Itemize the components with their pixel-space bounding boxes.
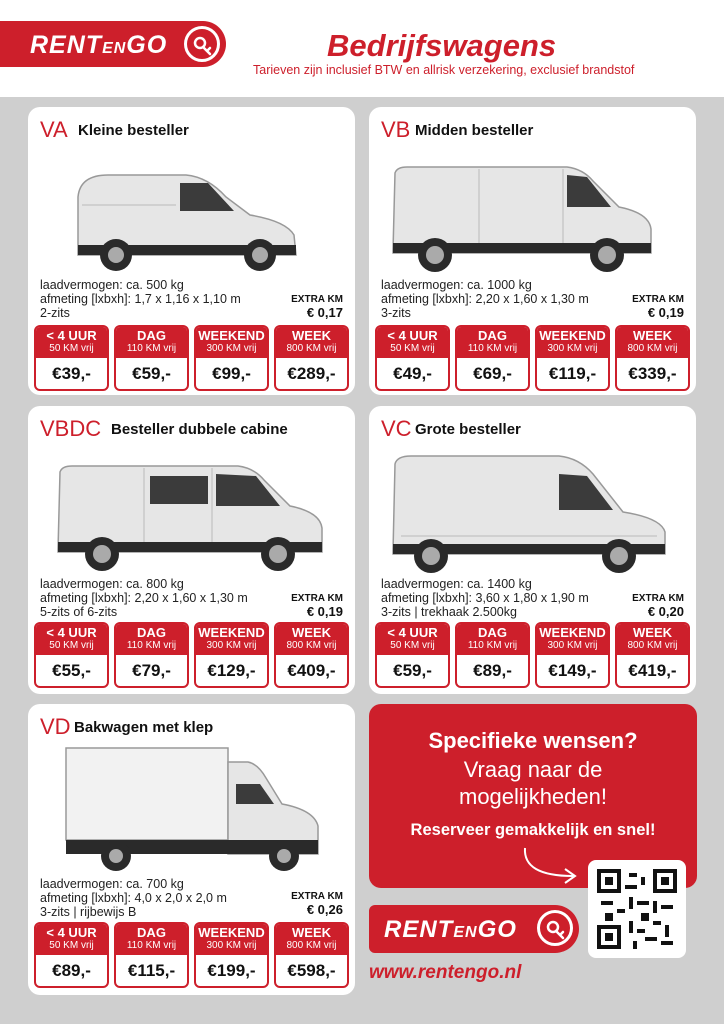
price-weekend[interactable] xyxy=(194,325,269,391)
price-4uur[interactable] xyxy=(34,325,109,391)
price-value: €69,- xyxy=(473,364,512,383)
extra-km-label: EXTRA KM xyxy=(291,593,343,604)
price-value: €289,- xyxy=(287,364,336,383)
vehicle-specs xyxy=(381,278,589,320)
price-head: DAG xyxy=(478,625,507,640)
extra-km xyxy=(632,593,684,619)
price-value: €419,- xyxy=(628,661,677,680)
price-head: WEEK xyxy=(633,625,672,640)
price-value: €129,- xyxy=(207,661,256,680)
price-head: < 4 UUR xyxy=(387,328,438,343)
price-week[interactable] xyxy=(615,325,690,391)
vehicle-card-vd xyxy=(28,704,355,995)
price-dag[interactable] xyxy=(455,325,530,391)
price-value: €598,- xyxy=(287,961,336,980)
price-head: DAG xyxy=(137,625,166,640)
price-table xyxy=(34,325,349,391)
price-value: €149,- xyxy=(548,661,597,680)
price-week[interactable] xyxy=(274,325,349,391)
promo-body xyxy=(369,756,697,810)
price-table xyxy=(34,922,349,988)
key-icon xyxy=(184,26,220,62)
extra-km-price: € 0,19 xyxy=(647,305,684,320)
price-head: WEEK xyxy=(633,328,672,343)
extra-km xyxy=(291,294,343,320)
spec-seats: 3-zits | rijbewijs B xyxy=(40,905,137,919)
price-weekend[interactable] xyxy=(194,622,269,688)
vehicle-specs xyxy=(40,577,248,619)
price-sub: 800 KM vrij xyxy=(627,640,678,651)
price-value: €79,- xyxy=(132,661,171,680)
price-sub: 110 KM vrij xyxy=(126,940,177,951)
vehicle-code: VBDC xyxy=(40,416,102,441)
price-head: WEEKEND xyxy=(198,925,265,940)
brand-logo-text: RENTENGO xyxy=(384,916,517,943)
price-value: €119,- xyxy=(548,364,597,383)
page-header xyxy=(0,0,724,97)
spec-load: laadvermogen: ca. 1000 kg xyxy=(381,278,532,292)
extra-km-price: € 0,17 xyxy=(306,305,343,320)
spec-dimensions: afmeting [lxbxh]: 3,60 x 1,80 x 1,90 m xyxy=(381,591,589,605)
page-title: Bedrijfswagens xyxy=(327,28,557,63)
price-sub: 800 KM vrij xyxy=(286,343,337,354)
spec-dimensions: afmeting [lxbxh]: 2,20 x 1,60 x 1,30 m xyxy=(40,591,248,605)
price-sub: 300 KM vrij xyxy=(547,343,598,354)
price-sub: 800 KM vrij xyxy=(286,940,337,951)
box-truck-image xyxy=(60,744,324,876)
extra-km-price: € 0,26 xyxy=(306,902,343,917)
spec-seats: 2-zits xyxy=(40,306,70,320)
vehicle-name: Midden besteller xyxy=(415,122,534,139)
vehicle-card-vb xyxy=(369,107,696,395)
website-link[interactable]: www.rentengo.nl xyxy=(369,962,522,983)
brand-logo[interactable] xyxy=(0,21,226,67)
price-sub: 110 KM vrij xyxy=(467,640,518,651)
extra-km xyxy=(291,593,343,619)
brand-logo-footer[interactable] xyxy=(369,905,579,953)
spec-dimensions: afmeting [lxbxh]: 1,7 x 1,16 x 1,10 m xyxy=(40,292,241,306)
extra-km xyxy=(632,294,684,320)
double-cab-van-image xyxy=(52,462,328,574)
spec-seats: 3-zits | trekhaak 2.500kg xyxy=(381,605,517,619)
price-head: DAG xyxy=(478,328,507,343)
price-head: DAG xyxy=(137,925,166,940)
price-head: < 4 UUR xyxy=(46,925,97,940)
vehicle-card-va xyxy=(28,107,355,395)
page-subtitle: Tarieven zijn inclusief BTW en allrisk verzekering, exclusief brandstof xyxy=(253,63,635,77)
price-weekend[interactable] xyxy=(194,922,269,988)
price-head: WEEK xyxy=(292,925,331,940)
spec-dimensions: afmeting [lxbxh]: 2,20 x 1,60 x 1,30 m xyxy=(381,292,589,306)
price-sub: 50 KM vrij xyxy=(49,640,94,651)
price-value: €339,- xyxy=(628,364,677,383)
price-value: €89,- xyxy=(52,961,91,980)
price-sub: 300 KM vrij xyxy=(547,640,598,651)
price-value: €409,- xyxy=(287,661,336,680)
price-value: €39,- xyxy=(52,364,91,383)
price-sub: 50 KM vrij xyxy=(390,640,435,651)
price-head: WEEKEND xyxy=(198,625,265,640)
price-head: WEEK xyxy=(292,625,331,640)
price-value: €199,- xyxy=(207,961,256,980)
price-head: WEEKEND xyxy=(198,328,265,343)
extra-km xyxy=(291,891,343,917)
price-value: €115,- xyxy=(127,961,176,980)
vehicle-name: Grote besteller xyxy=(415,421,521,438)
price-head: < 4 UUR xyxy=(46,328,97,343)
price-head: < 4 UUR xyxy=(46,625,97,640)
vehicle-name: Besteller dubbele cabine xyxy=(111,421,288,438)
price-sub: 50 KM vrij xyxy=(49,940,94,951)
price-sub: 110 KM vrij xyxy=(126,640,177,651)
vehicle-specs xyxy=(40,877,227,919)
price-sub: 110 KM vrij xyxy=(126,343,177,354)
vehicle-specs xyxy=(40,278,241,320)
large-van-image xyxy=(387,452,671,576)
price-week[interactable] xyxy=(274,922,349,988)
extra-km-price: € 0,20 xyxy=(647,604,684,619)
vehicle-name: Bakwagen met klep xyxy=(74,719,214,736)
promo-cta: Reserveer gemakkelijk en snel! xyxy=(410,821,656,839)
price-head: WEEKEND xyxy=(539,328,606,343)
price-sub: 50 KM vrij xyxy=(49,343,94,354)
vehicle-specs xyxy=(381,577,589,619)
medium-van-image xyxy=(387,163,657,275)
price-4uur[interactable] xyxy=(375,622,450,688)
vehicle-code: VB xyxy=(381,117,411,142)
extra-km-label: EXTRA KM xyxy=(291,891,343,902)
price-value: €99,- xyxy=(212,364,251,383)
extra-km-price: € 0,19 xyxy=(306,604,343,619)
price-dag[interactable] xyxy=(455,622,530,688)
spec-load: laadvermogen: ca. 800 kg xyxy=(40,577,184,591)
price-week[interactable] xyxy=(274,622,349,688)
price-sub: 50 KM vrij xyxy=(390,343,435,354)
price-head: WEEK xyxy=(292,328,331,343)
price-head: DAG xyxy=(137,328,166,343)
price-value: €49,- xyxy=(393,364,432,383)
price-value: €59,- xyxy=(393,661,432,680)
price-dag[interactable] xyxy=(114,622,189,688)
price-week[interactable] xyxy=(615,622,690,688)
price-4uur[interactable] xyxy=(34,622,109,688)
price-sub: 110 KM vrij xyxy=(467,343,518,354)
key-icon xyxy=(537,910,573,946)
vehicle-code: VA xyxy=(40,117,68,142)
price-dag[interactable] xyxy=(114,325,189,391)
vehicle-code: VD xyxy=(40,714,71,739)
spec-seats: 5-zits of 6-zits xyxy=(40,605,118,619)
small-van-image xyxy=(68,167,308,277)
promo-body-line: mogelijkheden! xyxy=(459,784,607,809)
price-sub: 300 KM vrij xyxy=(206,640,257,651)
vehicle-code: VC xyxy=(381,416,412,441)
vehicle-name: Kleine besteller xyxy=(78,122,189,139)
price-value: €55,- xyxy=(52,661,91,680)
vehicle-card-vc xyxy=(369,406,696,694)
vehicle-card-vbdc xyxy=(28,406,355,694)
price-weekend[interactable] xyxy=(535,622,610,688)
price-value: €59,- xyxy=(132,364,171,383)
promo-body-line: Vraag naar de xyxy=(463,757,603,782)
price-dag[interactable] xyxy=(114,922,189,988)
promo-heading: Specifieke wensen? xyxy=(428,728,638,753)
price-table xyxy=(34,622,349,688)
brand-logo-text: RENTENGO xyxy=(30,31,168,59)
price-table xyxy=(375,622,690,688)
spec-load: laadvermogen: ca. 500 kg xyxy=(40,278,184,292)
price-head: < 4 UUR xyxy=(387,625,438,640)
qr-code[interactable] xyxy=(588,860,686,958)
qr-icon xyxy=(597,869,677,949)
extra-km-label: EXTRA KM xyxy=(291,294,343,305)
price-head: WEEKEND xyxy=(539,625,606,640)
extra-km-label: EXTRA KM xyxy=(632,593,684,604)
price-table xyxy=(375,325,690,391)
price-sub: 300 KM vrij xyxy=(206,343,257,354)
price-sub: 300 KM vrij xyxy=(206,940,257,951)
spec-seats: 3-zits xyxy=(381,306,411,320)
price-sub: 800 KM vrij xyxy=(286,640,337,651)
extra-km-label: EXTRA KM xyxy=(632,294,684,305)
spec-dimensions: afmeting [lxbxh]: 4,0 x 2,0 x 2,0 m xyxy=(40,891,227,905)
price-4uur[interactable] xyxy=(375,325,450,391)
price-sub: 800 KM vrij xyxy=(627,343,678,354)
arrow-icon xyxy=(519,846,583,886)
price-4uur[interactable] xyxy=(34,922,109,988)
price-weekend[interactable] xyxy=(535,325,610,391)
price-value: €89,- xyxy=(473,661,512,680)
spec-load: laadvermogen: ca. 1400 kg xyxy=(381,577,532,591)
spec-load: laadvermogen: ca. 700 kg xyxy=(40,877,184,891)
